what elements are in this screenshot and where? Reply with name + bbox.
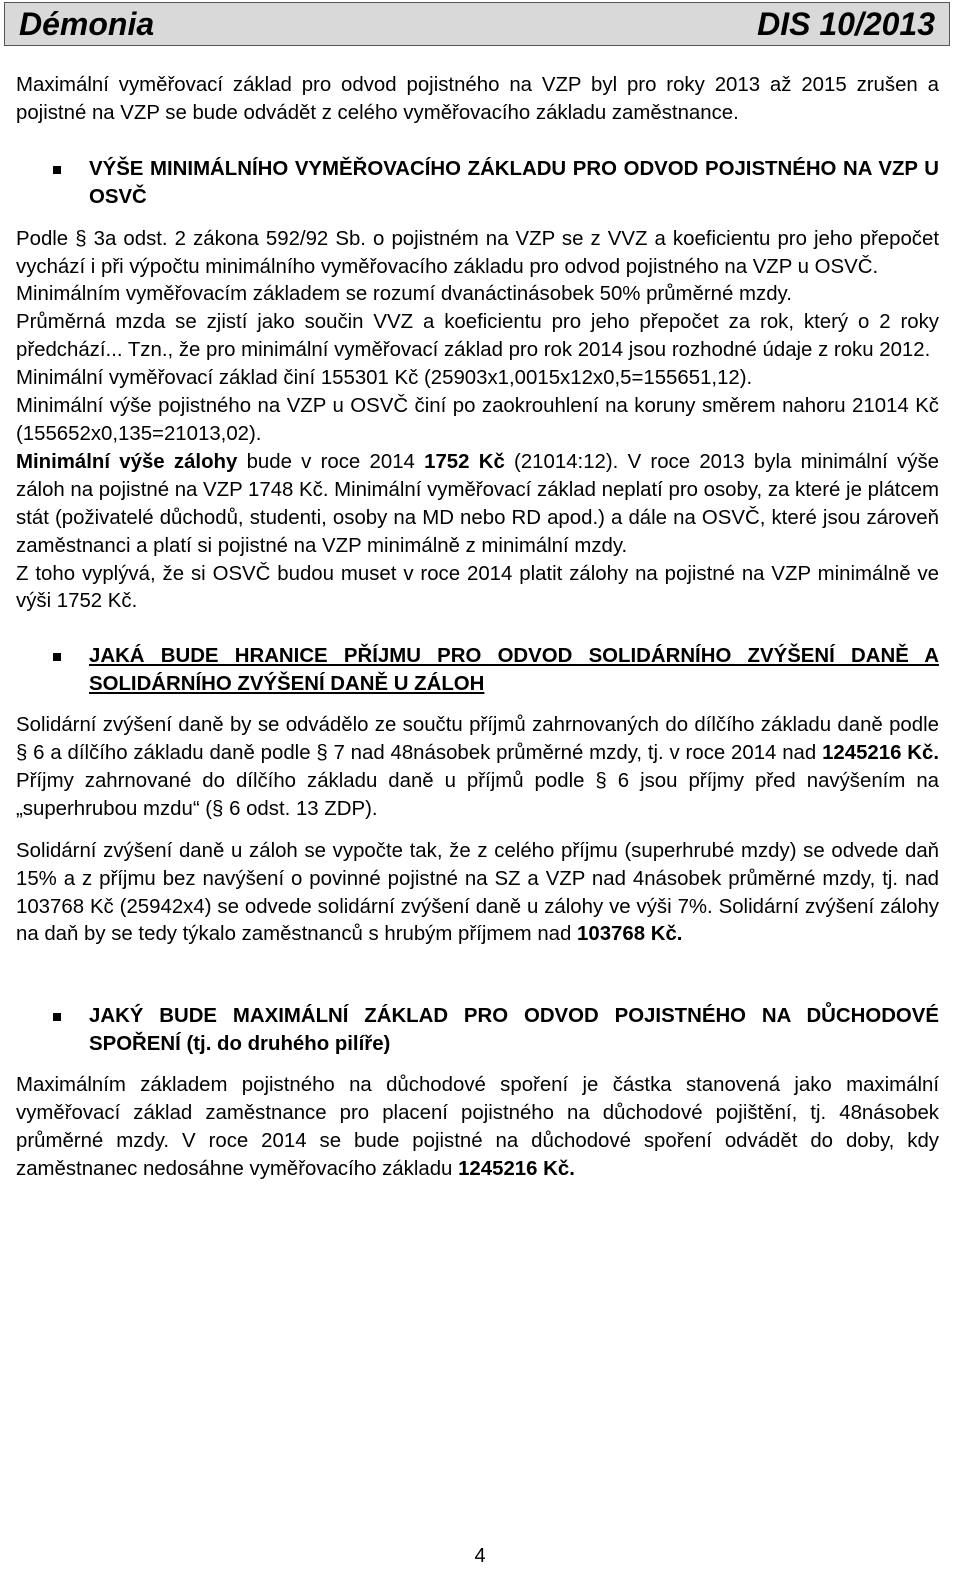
- paragraph: [16, 712, 939, 824]
- paragraph: [16, 838, 939, 950]
- text: Solidární zvýšení daně by se odvádělo ze součtu příjmů zahrnovaných do dílčího základu daně podle § 6 a dílčího základu daně podle § 7 nad 48násobek průměrné mzdy, tj. v roce 2014 nad: [16, 714, 939, 765]
- paragraph: Z toho vyplývá, že si OSVČ budou muset v roce 2014 platit zálohy na pojistné na VZP minimálně ve výši 1752 Kč.: [16, 562, 939, 613]
- header-issue: DIS 10/2013: [757, 5, 935, 42]
- section-title: VÝŠE MINIMÁLNÍHO VYMĚŘOVACÍHO ZÁKLADU PRO ODVOD POJISTNÉHO NA VZP U OSVČ: [89, 157, 939, 208]
- section-heading-min-base: [16, 156, 939, 212]
- paragraph: Podle § 3a odst. 2 zákona 592/92 Sb. o pojistném na VZP se z VVZ a koeficientu pro jeho přepočet vychází i při výpočtu minimálního vyměřovacího základu pro odvod pojistného na VZP u OSVČ.: [16, 227, 939, 278]
- section-heading-solidarity: [16, 643, 939, 699]
- bullet-square-icon: [53, 1013, 61, 1021]
- section-heading-pension: [16, 1003, 939, 1059]
- text: (21014:12). V roce 2013 byla minimální výše záloh na pojistné na VZP 1748 Kč. Minimální vyměřovací základ neplatí pro osoby, za které je plátcem stát (poživatelé důchodů, studenti, osoby na MD nebo RD apod.) a dále na OSVČ, které jsou zároveň zaměstnanci a platí si pojistné na VZP minimálně z minimální mzdy.: [16, 450, 939, 557]
- header-brand: Démonia: [19, 5, 155, 42]
- bold-text: Minimální výše zálohy: [16, 450, 238, 473]
- text: bude v roce 2014: [237, 450, 425, 473]
- bold-text: 103768 Kč.: [577, 923, 683, 946]
- bullet-square-icon: [53, 653, 61, 661]
- page-number: 4: [474, 1545, 486, 1567]
- paragraph: Průměrná mzda se zjistí jako součin VVZ a koeficientu pro jeho přepočet za rok, který o 2 roky předchází... Tzn., že pro minimální vyměřovací základ pro rok 2014 jsou rozhodné údaje z roku 2012.: [16, 311, 939, 362]
- section-title: JAKÁ BUDE HRANICE PŘÍJMU PRO ODVOD SOLIDÁRNÍHO ZVÝŠENÍ DANĚ A SOLIDÁRNÍHO ZVÝŠENÍ DANĚ U ZÁLOH: [89, 645, 939, 696]
- paragraph: Minimální vyměřovací základ činí 155301 Kč (25903x1,0015x12x0,5=155651,12).: [16, 367, 753, 390]
- text: Příjmy zahrnované do dílčího základu daně u příjmů podle § 6 jsou příjmy před navýšením na „superhrubou mzdu“ (§ 6 odst. 13 ZDP).: [16, 769, 939, 820]
- text: Solidární zvýšení daně u záloh se vypočte tak, že z celého příjmu (superhrubé mzdy) se odvede daň 15% a z příjmu bez navýšení o povinné pojistné na SZ a VZP nad 4násobek průměrné mzdy, tj. nad 103768 Kč (25942x4) se odvede solidární zvýšení daně u zálohy ve výši 7%. Solidární zvýšení zálohy na daň by se tedy týkalo zaměstnanců s hrubým příjmem nad: [16, 839, 939, 946]
- document-body: [16, 72, 939, 1184]
- bold-text: 1245216 Kč.: [458, 1157, 575, 1180]
- bold-text: 1752 Kč: [424, 450, 505, 473]
- paragraph: Minimálním vyměřovacím základem se rozumí dvanáctinásobek 50% průměrné mzdy.: [16, 283, 792, 306]
- bullet-square-icon: [53, 166, 61, 174]
- intro-paragraph: Maximální vyměřovací základ pro odvod pojistného na VZP byl pro roky 2013 až 2015 zrušen a pojistné na VZP se bude odvádět z celého vyměřovacího základu zaměstnance.: [16, 74, 939, 124]
- paragraph: Minimální výše pojistného na VZP u OSVČ činí po zaokrouhlení na koruny směrem nahoru 21014 Kč (155652x0,135=21013,02).: [16, 395, 939, 445]
- section-title: JAKÝ BUDE MAXIMÁLNÍ ZÁKLAD PRO ODVOD POJISTNÉHO NA DŮCHODOVÉ SPOŘENÍ (tj. do druhého pilíře): [89, 1005, 939, 1056]
- bold-text: 1245216 Kč.: [822, 742, 939, 765]
- paragraph: [16, 1072, 939, 1184]
- text: Maximálním základem pojistného na důchodové spoření je částka stanovená jako maximální vyměřovací základ zaměstnance pro placení pojistného na důchodové pojištění, tj. 48násobek průměrné mzdy. V roce 2014 se bude pojistné na důchodové spoření odvádět do doby, kdy zaměstnanec nedosáhne vyměřovacího základu: [16, 1074, 939, 1180]
- paragraph: [16, 449, 939, 561]
- page-header: [4, 2, 950, 46]
